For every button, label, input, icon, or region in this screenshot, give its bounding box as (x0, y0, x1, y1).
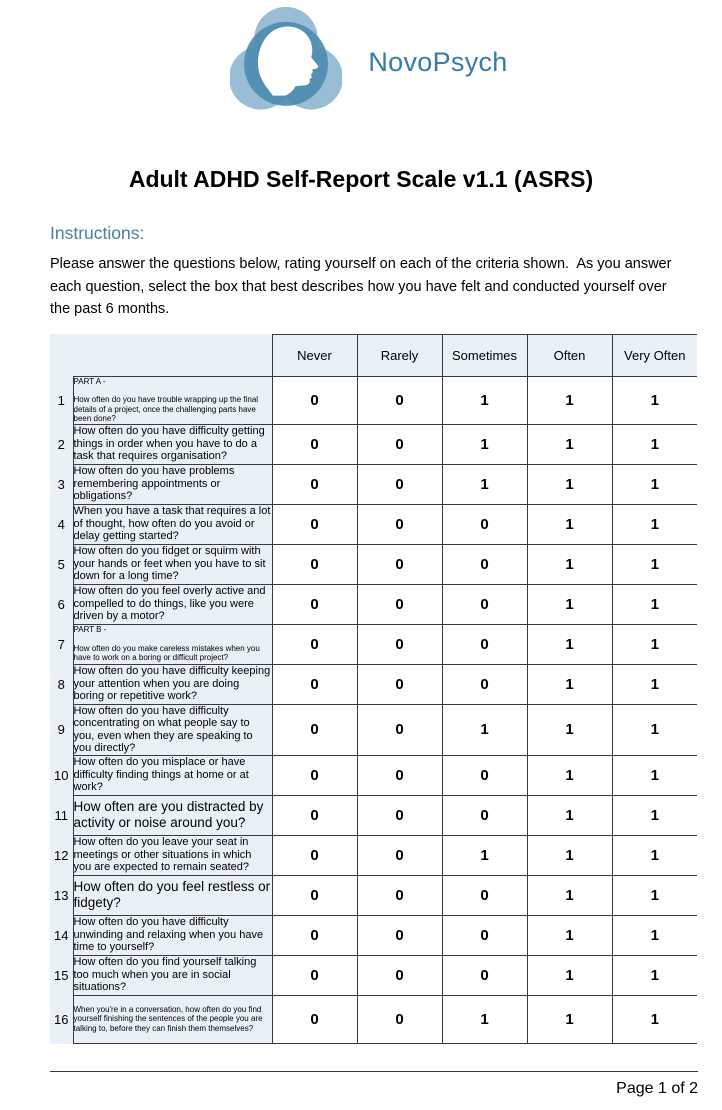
question-number: 12 (54, 847, 69, 863)
question-text: How often do you feel overly active and compelled to do things, like you were driven by a motor? (73, 585, 266, 623)
score-cell: 1 (612, 875, 697, 915)
score-cell: 1 (612, 424, 697, 464)
score-cell: 0 (272, 795, 357, 835)
question-text: How often do you have problems remembering appointments or obligations? (73, 465, 235, 503)
question-row (50, 795, 697, 835)
page-title: Adult ADHD Self-Report Scale v1.1 (ASRS) (128, 166, 594, 192)
question-text-cell (73, 544, 272, 584)
score-cell: 1 (612, 915, 697, 955)
score-cell: 0 (357, 955, 442, 995)
score-cell: 0 (357, 544, 442, 584)
score-cell: 0 (442, 584, 527, 624)
score-cell: 0 (357, 795, 442, 835)
question-text: How often do you have difficulty concentrating on what people say to you, even when they are speaking to you directly? (73, 704, 253, 754)
question-text-cell (73, 915, 272, 955)
score-cell: 0 (272, 995, 357, 1043)
score-cell: 1 (527, 624, 612, 664)
score-cell: 0 (357, 995, 442, 1043)
footer-divider (50, 1071, 698, 1072)
question-row (50, 704, 697, 755)
brand-name: NovoPsych (368, 46, 508, 77)
question-text-cell (73, 875, 272, 915)
question-row (50, 875, 697, 915)
score-cell: 0 (357, 755, 442, 795)
column-header: Rarely (357, 334, 442, 376)
question-text-cell (73, 376, 272, 424)
score-cell: 0 (357, 875, 442, 915)
score-cell: 0 (272, 915, 357, 955)
instructions-heading: Instructions: (50, 223, 145, 243)
question-text-cell (73, 624, 272, 664)
score-cell: 0 (357, 464, 442, 504)
question-text-cell (73, 664, 272, 704)
score-cell: 1 (612, 835, 697, 875)
question-text-cell (73, 464, 272, 504)
score-cell: 1 (527, 755, 612, 795)
question-number: 4 (57, 516, 65, 532)
score-cell: 0 (272, 424, 357, 464)
question-text-cell (73, 755, 272, 795)
question-text: How often do you have difficulty unwinding and relaxing when you have time to yourself? (73, 916, 264, 954)
question-number: 15 (54, 967, 69, 983)
score-cell: 0 (357, 424, 442, 464)
column-header: Sometimes (442, 334, 527, 376)
score-cell: 1 (527, 376, 612, 424)
part-label: PART B - (73, 625, 107, 635)
question-number: 13 (54, 887, 69, 903)
question-row (50, 424, 697, 464)
score-cell: 1 (612, 664, 697, 704)
score-cell: 1 (527, 955, 612, 995)
score-cell: 1 (612, 544, 697, 584)
question-text-cell (73, 835, 272, 875)
question-number: 1 (57, 392, 65, 408)
score-cell: 1 (612, 584, 697, 624)
question-text-cell (73, 584, 272, 624)
question-text-cell (73, 504, 272, 544)
score-cell: 1 (527, 915, 612, 955)
instructions-text: Please answer the questions below, rating yourself on each of the criteria shown. As you answer each question, select the box that best describes how you have felt and conducted yourself over the past 6 months. (50, 256, 676, 317)
score-cell: 0 (357, 624, 442, 664)
score-cell: 1 (612, 704, 697, 755)
score-cell: 1 (612, 755, 697, 795)
asrs-table-body (50, 376, 697, 1043)
page-number: Page 1 of 2 (616, 1080, 698, 1097)
score-cell: 0 (442, 664, 527, 704)
question-text: How often do you misplace or have difficulty finding things at home or at work? (73, 756, 249, 794)
score-cell: 0 (442, 544, 527, 584)
score-cell: 0 (272, 584, 357, 624)
question-row (50, 995, 697, 1043)
question-number: 6 (57, 596, 65, 612)
column-header: Often (527, 334, 612, 376)
score-cell: 0 (357, 584, 442, 624)
question-row (50, 835, 697, 875)
question-row (50, 584, 697, 624)
score-cell: 0 (442, 504, 527, 544)
header-blank-cell (50, 334, 272, 376)
score-cell: 0 (272, 504, 357, 544)
score-cell: 1 (612, 995, 697, 1043)
score-cell: 1 (442, 995, 527, 1043)
column-header: Never (272, 334, 357, 376)
score-cell: 1 (527, 464, 612, 504)
score-cell: 1 (442, 376, 527, 424)
question-text: When you have a task that requires a lot of thought, how often do you avoid or delay getting started? (73, 505, 271, 543)
question-number: 9 (57, 722, 65, 737)
table-header-row (50, 334, 697, 376)
score-cell: 1 (612, 376, 697, 424)
brand-header (16, 0, 722, 118)
score-cell: 0 (357, 915, 442, 955)
score-cell: 0 (357, 835, 442, 875)
score-cell: 0 (357, 664, 442, 704)
question-row (50, 755, 697, 795)
question-text: When you're in a conversation, how often do you find yourself finishing the sentences of the people you are talking to, before they can finish them themselves? (73, 1004, 263, 1033)
score-cell: 0 (442, 624, 527, 664)
score-cell: 1 (442, 835, 527, 875)
asrs-rating-table (50, 334, 697, 1044)
question-number: 14 (54, 927, 69, 943)
question-number: 5 (57, 556, 65, 572)
score-cell: 1 (527, 995, 612, 1043)
score-cell: 1 (612, 955, 697, 995)
question-number: 16 (54, 1011, 69, 1027)
score-cell: 0 (272, 835, 357, 875)
question-number: 8 (57, 676, 65, 692)
question-text: How often do you find yourself talking too much when you are in social situations? (73, 956, 257, 994)
score-cell: 1 (527, 835, 612, 875)
score-cell: 1 (527, 664, 612, 704)
question-number: 2 (57, 436, 65, 452)
question-text: How often are you distracted by activity or noise around you? (73, 798, 264, 830)
question-text: How often do you have difficulty keeping your attention when you are doing boring or repetitive work? (73, 665, 271, 703)
content-area (0, 223, 722, 321)
novopsych-logo-icon (230, 6, 342, 118)
column-header: Very Often (612, 334, 697, 376)
question-text: How often do you make careless mistakes when you have to work on a boring or difficult project? (73, 643, 260, 663)
question-row (50, 915, 697, 955)
score-cell: 1 (527, 875, 612, 915)
question-row (50, 504, 697, 544)
score-cell: 1 (612, 464, 697, 504)
score-cell: 0 (272, 464, 357, 504)
score-cell: 1 (612, 624, 697, 664)
question-text: How often do you leave your seat in meetings or other situations in which you are expected to remain seated? (73, 836, 252, 874)
question-text-cell (73, 795, 272, 835)
question-row (50, 664, 697, 704)
score-cell: 0 (272, 875, 357, 915)
question-text: How often do you have difficulty getting things in order when you have to do a task that requires organisation? (73, 425, 265, 463)
score-cell: 0 (272, 704, 357, 755)
question-row (50, 464, 697, 504)
score-cell: 1 (442, 704, 527, 755)
score-cell: 0 (442, 955, 527, 995)
score-cell: 0 (272, 755, 357, 795)
score-cell: 0 (357, 504, 442, 544)
question-text: How often do you fidget or squirm with your hands or feet when you have to sit down for a long time? (73, 545, 266, 583)
question-text-cell (73, 704, 272, 755)
score-cell: 1 (442, 464, 527, 504)
question-text: How often do you feel restless or fidgety? (73, 878, 271, 910)
score-cell: 0 (442, 875, 527, 915)
score-cell: 0 (272, 624, 357, 664)
score-cell: 1 (527, 424, 612, 464)
score-cell: 0 (442, 795, 527, 835)
score-cell: 0 (272, 664, 357, 704)
question-number: 3 (57, 476, 65, 492)
score-cell: 0 (272, 544, 357, 584)
question-number: 7 (57, 636, 65, 652)
question-row (50, 955, 697, 995)
score-cell: 0 (442, 755, 527, 795)
question-text-cell (73, 424, 272, 464)
question-row (50, 544, 697, 584)
question-text-cell (73, 955, 272, 995)
score-cell: 1 (442, 424, 527, 464)
score-cell: 0 (357, 704, 442, 755)
score-cell: 1 (612, 795, 697, 835)
score-cell: 1 (527, 704, 612, 755)
part-label: PART A - (73, 376, 106, 386)
score-cell: 0 (272, 376, 357, 424)
score-cell: 1 (527, 544, 612, 584)
question-row (50, 624, 697, 664)
score-cell: 0 (442, 915, 527, 955)
score-cell: 1 (527, 504, 612, 544)
question-text-cell (73, 995, 272, 1043)
question-text: How often do you have trouble wrapping up the final details of a project, once the challenging parts have been done? (73, 395, 259, 423)
question-number: 11 (54, 807, 68, 823)
question-row (50, 376, 697, 424)
score-cell: 0 (357, 376, 442, 424)
score-cell: 1 (527, 584, 612, 624)
score-cell: 1 (527, 795, 612, 835)
question-number: 10 (54, 767, 69, 783)
score-cell: 0 (272, 955, 357, 995)
score-cell: 1 (612, 504, 697, 544)
